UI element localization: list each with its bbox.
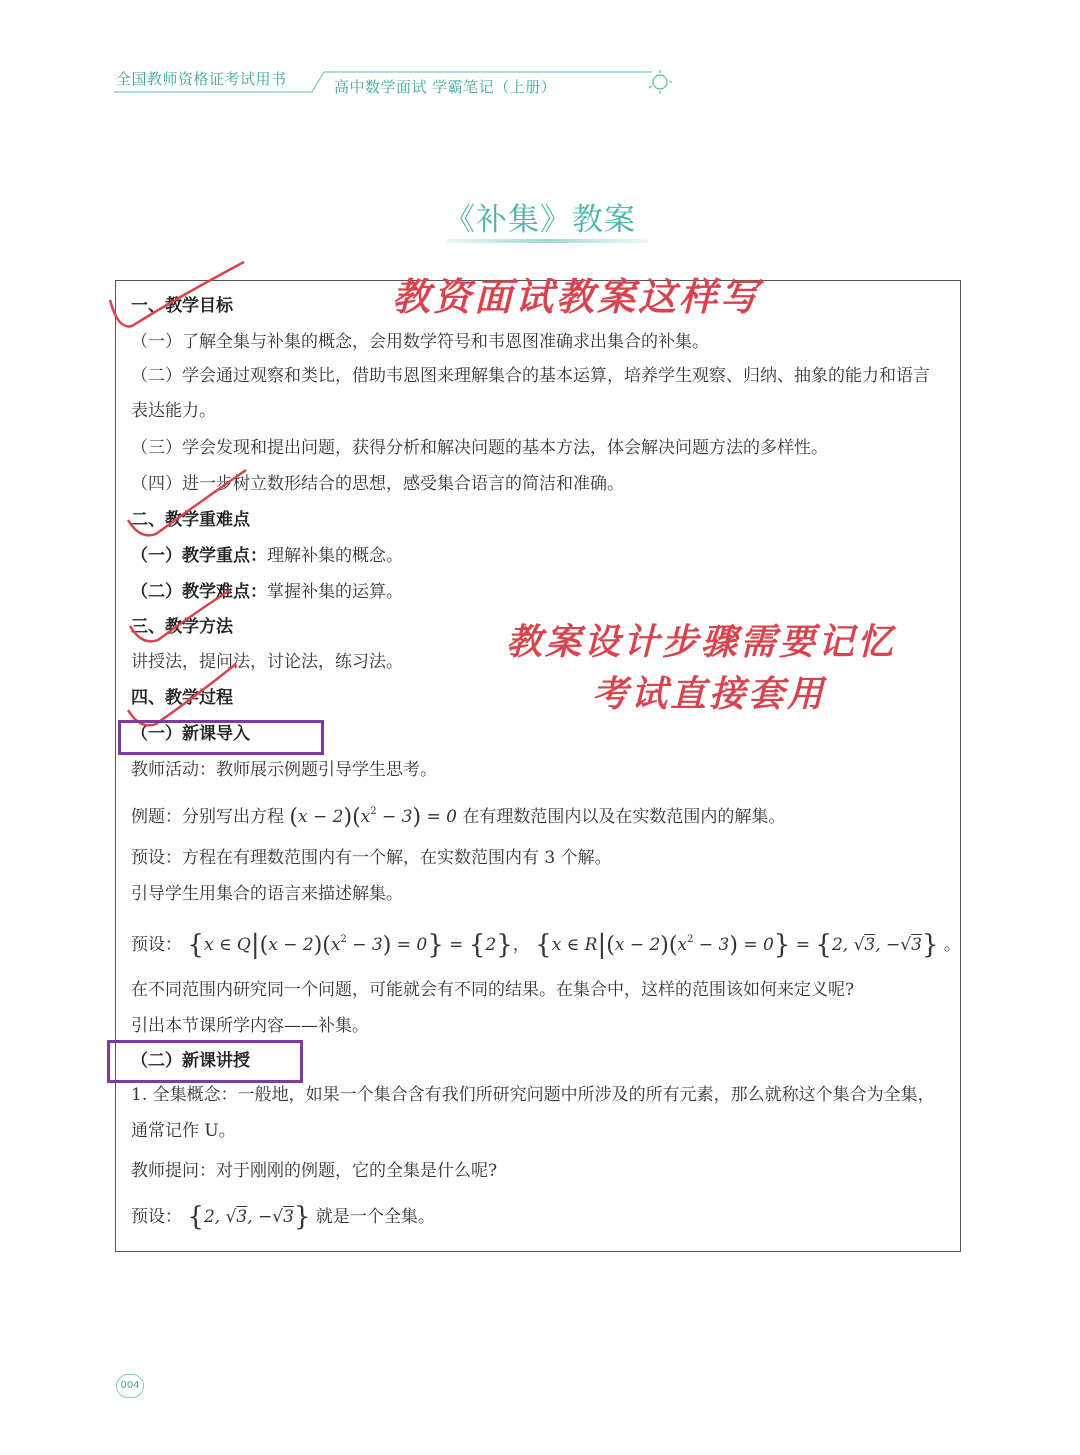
section-key-points-title: 二、教学重难点 bbox=[131, 510, 250, 530]
subsection-new-lesson-title: （二）新课讲授 bbox=[131, 1051, 250, 1071]
book-title: 全国教师资格证考试用书 bbox=[116, 70, 287, 88]
difficult-point-label: （二）教学难点： bbox=[131, 582, 267, 602]
teacher-question: 教师提问：对于刚刚的例题，它的全集是什么呢? bbox=[131, 1161, 498, 1181]
example-equation: $(x - 2)(x^2 - 3) = 0$ bbox=[289, 805, 457, 830]
section-methods-title: 三、教学方法 bbox=[131, 617, 233, 637]
annotation-middle-line2: 考试直接套用 bbox=[592, 674, 827, 715]
page-title: 《补集》教案 bbox=[444, 202, 636, 238]
universal-preset-label: 预设： bbox=[131, 1207, 182, 1227]
goal-2: （二）学会通过观察和类比，借助韦恩图来理解集合的基本运算，培养学生观察、归纳、抽象的能力和语言表达能力。 bbox=[131, 366, 930, 421]
universal-preset-tail: 就是一个全集。 bbox=[315, 1207, 435, 1227]
methods-text: 讲授法，提问法，讨论法，练习法。 bbox=[131, 652, 403, 672]
check-mark-icon bbox=[130, 590, 230, 641]
annotation-top: 教资面试教案这样写 bbox=[392, 275, 762, 319]
highlight-box-new-lesson bbox=[107, 1040, 303, 1083]
book-subtitle: 高中数学面试 学霸笔记（上册） bbox=[334, 78, 557, 96]
check-mark-icon bbox=[128, 664, 236, 725]
check-mark-icon bbox=[110, 262, 244, 326]
intro-teacher-activity: 教师活动：教师展示例题引导学生思考。 bbox=[131, 760, 437, 780]
real-solution-set: {x ∈ $R|(x - 2)(x^2 - 3) = 0\} = \{2$, √3, −√3} bbox=[535, 930, 939, 960]
universal-set-concept: 1. 全集概念：一般地，如果一个集合含有我们所研究问题中所涉及的所有元素，那么就称这个集合为全集，通常记作 U。 bbox=[131, 1085, 935, 1141]
difficult-point-text: 掌握补集的运算。 bbox=[267, 582, 403, 602]
intro-preset-1: 预设：方程在有理数范围内有一个解，在实数范围内有 3 个解。 bbox=[131, 848, 612, 868]
annotation-middle-line1: 教案设计步骤需要记忆 bbox=[506, 622, 897, 663]
goal-1: （一）了解全集与补集的概念，会用数学符号和韦恩图准确求出集合的补集。 bbox=[131, 332, 709, 352]
subsection-intro-title: （一）新课导入 bbox=[131, 724, 250, 744]
goal-4: （四）进一步树立数形结合的思想，感受集合语言的简洁和准确。 bbox=[131, 474, 624, 494]
section-teaching-goals-title: 一、教学目标 bbox=[131, 296, 233, 316]
universal-set-value: {2, √3, −√3} bbox=[187, 1202, 311, 1232]
section-process-title: 四、教学过程 bbox=[131, 688, 233, 708]
intro-lead-in: 引出本节课所学内容——补集。 bbox=[131, 1016, 369, 1036]
intro-guide: 引导学生用集合的语言来描述解集。 bbox=[131, 884, 403, 904]
highlight-box-intro bbox=[118, 720, 324, 755]
key-point-text: 理解补集的概念。 bbox=[267, 546, 403, 566]
intro-preset-sets: 预设： {x ∈ $Q|(x - 2)(x^2 - 3) = 0\} = \{2\}$， {x ∈ $R|(x - 2)(x^2 - 3) = 0\} = \{2$, √3, −√3} 。 bbox=[131, 930, 961, 960]
example-prefix: 例题：分别写出方程 bbox=[131, 807, 284, 827]
rational-solution-set: {x ∈ $Q|(x - 2)(x^2 - 3) = 0\} = \{2\}$ bbox=[187, 930, 513, 960]
preset-sets-label: 预设： bbox=[131, 935, 182, 955]
example-suffix: 在有理数范围内以及在实数范围内的解集。 bbox=[462, 807, 786, 827]
check-mark-icon bbox=[128, 470, 246, 535]
intro-question: 在不同范围内研究同一个问题，可能就会有不同的结果。在集合中，这样的范围该如何来定义呢? bbox=[131, 980, 855, 1000]
goal-3: （三）学会发现和提出问题，获得分析和解决问题的基本方法，体会解决问题方法的多样性。 bbox=[131, 438, 828, 458]
page-number: 004 bbox=[116, 1374, 144, 1398]
key-point-label: （一）教学重点： bbox=[131, 546, 267, 566]
